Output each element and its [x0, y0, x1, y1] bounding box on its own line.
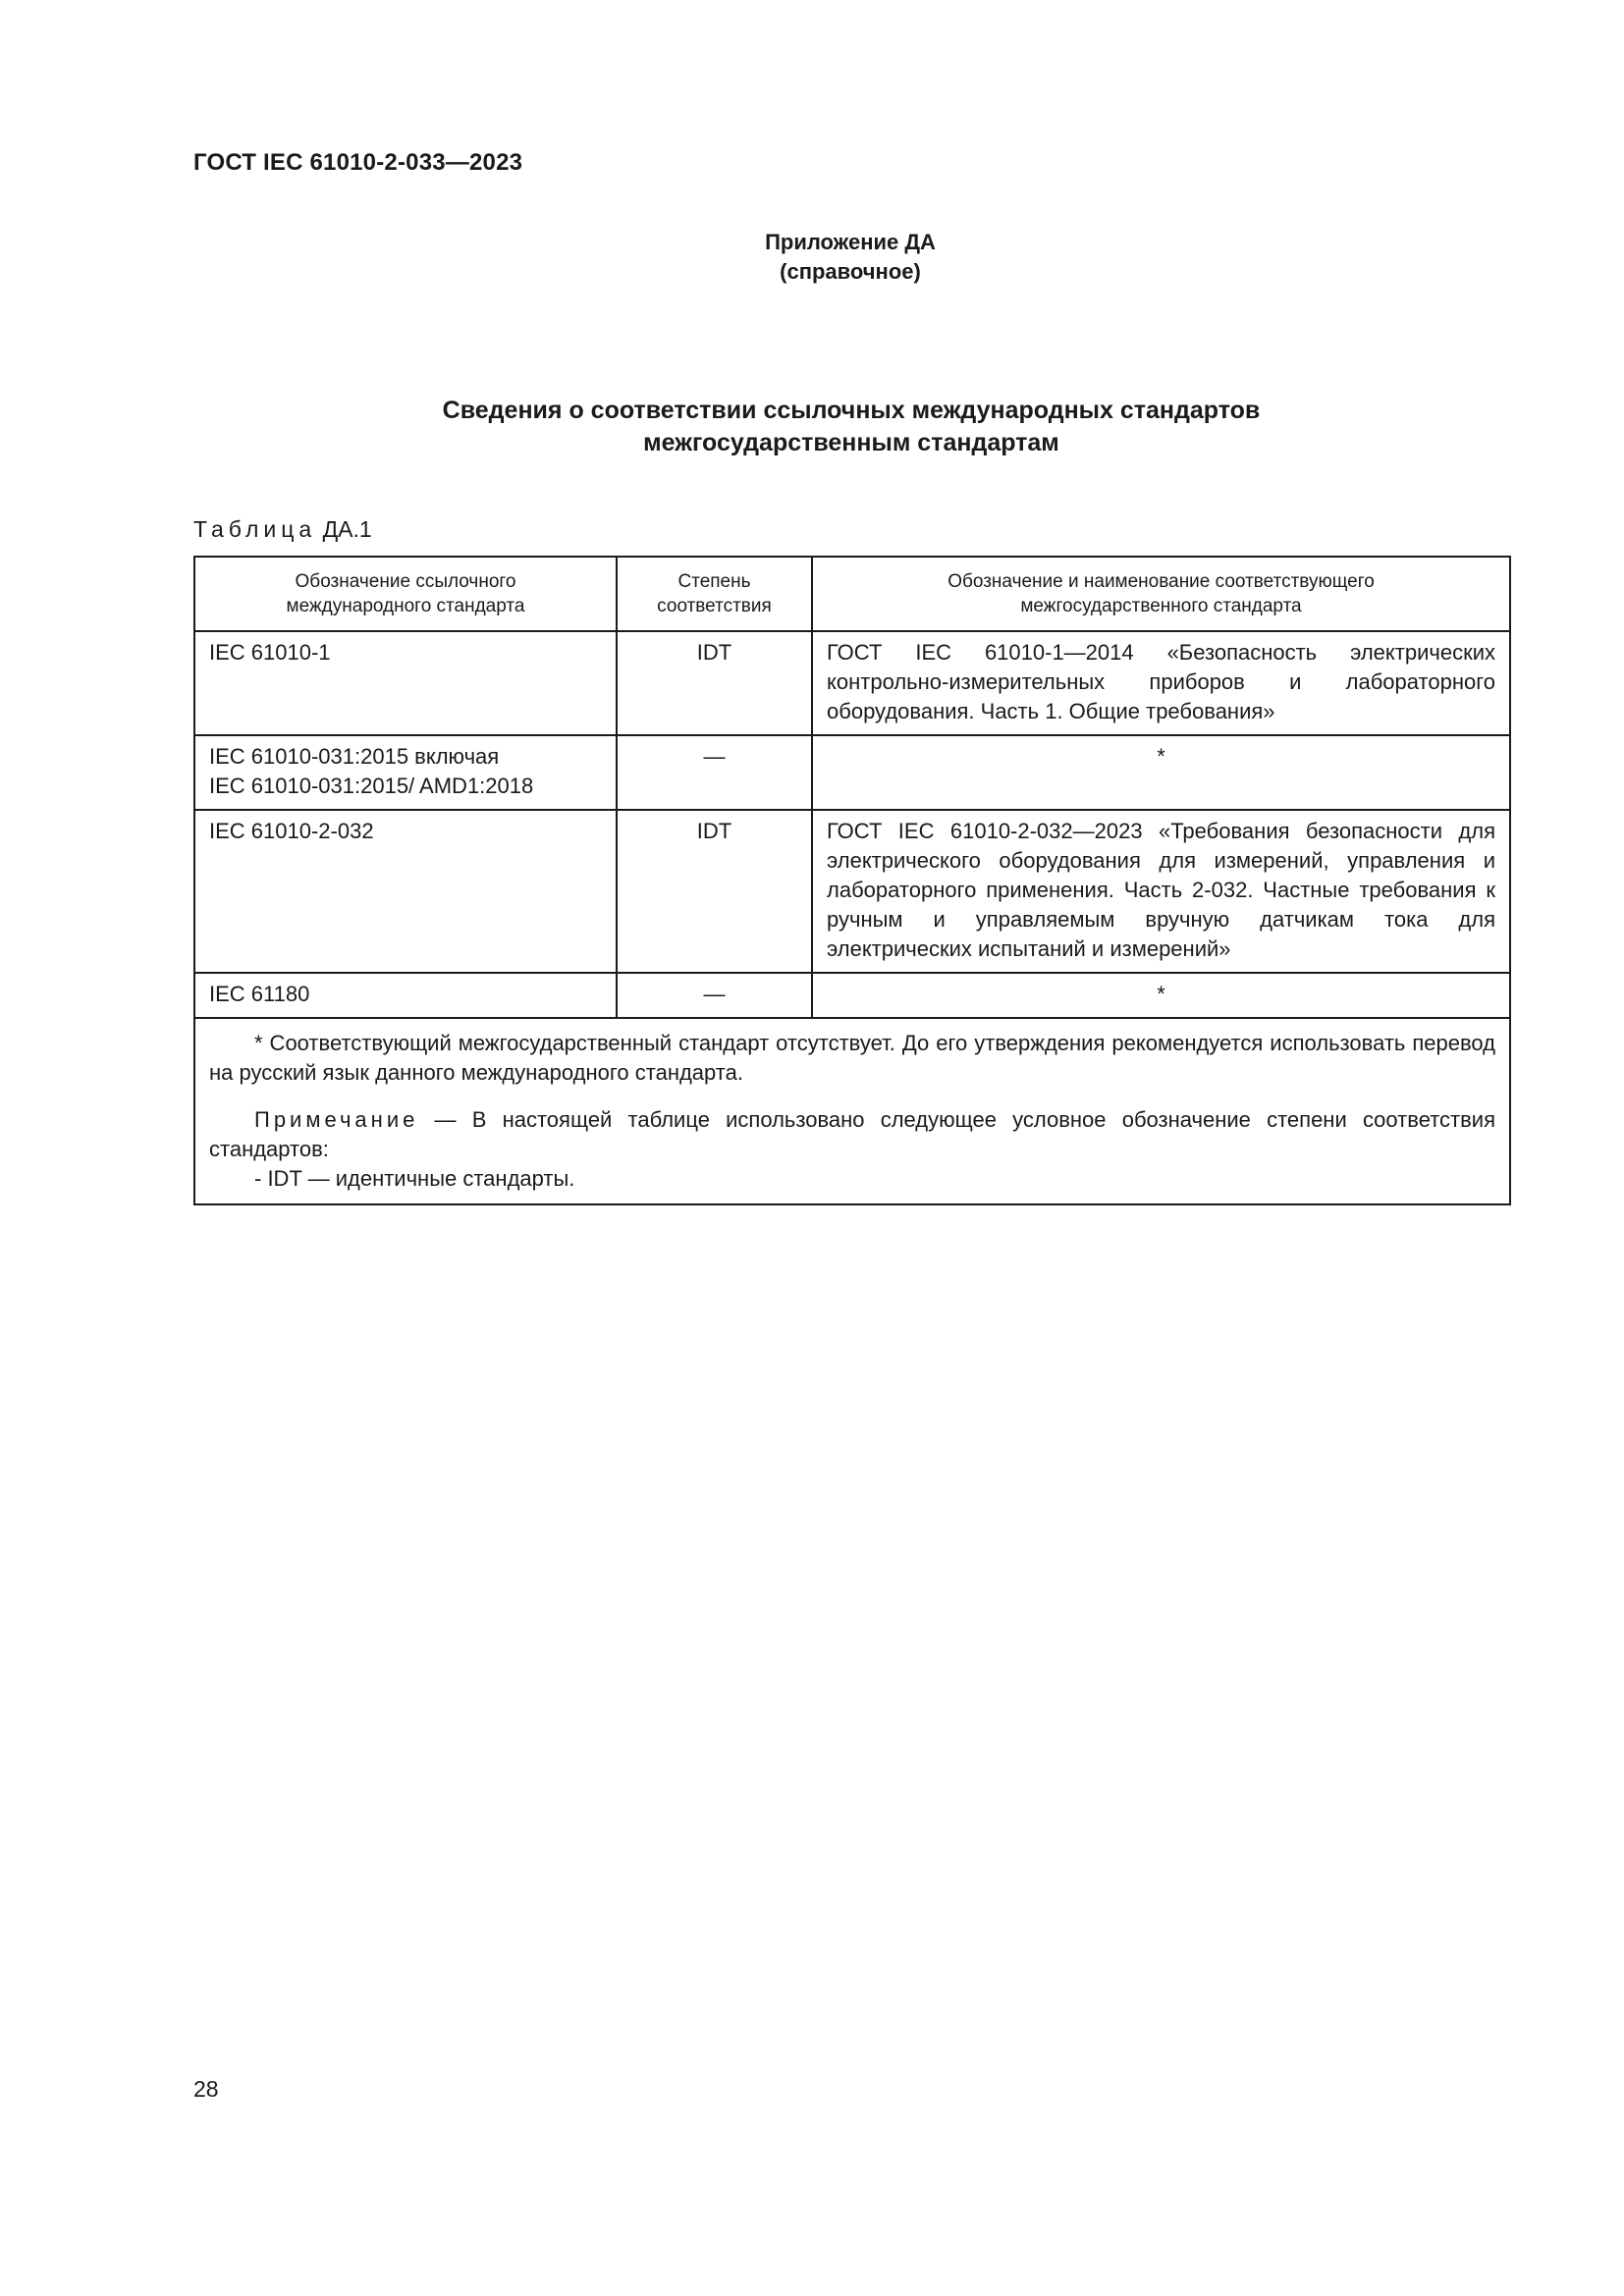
table-footnote: * Соответствующий межгосударственный стандарт отсутствует. До его утверждения рекомендуется использовать перевод на русский язык данного международного стандарта. — [209, 1031, 1495, 1085]
table-caption-label: Таблица — [193, 516, 317, 542]
cell-reference-standard: IEC 61180 — [194, 973, 617, 1018]
cell-reference-standard: IEC 61010-2-032 — [194, 810, 617, 973]
cell-degree: — — [617, 973, 812, 1018]
table-footer-row — [194, 1018, 1510, 1204]
table-row — [194, 973, 1510, 1018]
table-caption — [193, 516, 372, 543]
page-number: 28 — [193, 2076, 219, 2102]
table-footer-cell — [194, 1018, 1510, 1204]
cell-degree: IDT — [617, 631, 812, 735]
section-title-line-2: межгосударственным стандартам — [643, 429, 1059, 456]
section-title-line-1: Сведения о соответствии ссылочных международных стандартов — [442, 397, 1261, 424]
appendix-heading — [0, 228, 1624, 287]
table-header-row — [194, 557, 1510, 631]
cell-national-standard: * — [812, 735, 1510, 810]
column-header-national-standard: Обозначение и наименование соответствующего межгосударственного стандарта — [812, 557, 1510, 631]
table-row — [194, 735, 1510, 810]
cell-national-standard: ГОСТ IEC 61010-1—2014 «Безопасность электрических контрольно-измерительных приборов и лабораторного оборудования. Часть 1. Общие требования» — [812, 631, 1510, 735]
document-code: ГОСТ IEC 61010-2-033—2023 — [193, 149, 523, 176]
note-label: Примечание — [254, 1107, 419, 1132]
appendix-title: Приложение ДА — [765, 230, 936, 254]
cell-reference-standard: IEC 61010-1 — [194, 631, 617, 735]
cell-degree: — — [617, 735, 812, 810]
cell-national-standard: * — [812, 973, 1510, 1018]
note-text: — В настоящей таблице использовано следующее условное обозначение степени соответствия стандартов: — [209, 1107, 1495, 1161]
appendix-subtitle: (справочное) — [780, 259, 921, 284]
note-list-item: - IDT — идентичные стандарты. — [254, 1166, 575, 1191]
column-header-degree: Степень соответствия — [617, 557, 812, 631]
table-note — [209, 1105, 1495, 1164]
table-caption-number: ДА.1 — [322, 516, 372, 542]
cell-degree: IDT — [617, 810, 812, 973]
standards-table — [193, 556, 1511, 1205]
column-header-reference-standard: Обозначение ссылочного международного стандарта — [194, 557, 617, 631]
section-title — [0, 395, 1624, 459]
table-row — [194, 810, 1510, 973]
cell-national-standard: ГОСТ IEC 61010-2-032—2023 «Требования безопасности для электрического оборудования для измерений, управления и лабораторного применения. Часть 2-032. Частные требования к ручным и управляемым вручную датчикам тока для электрических испытаний и измерений» — [812, 810, 1510, 973]
table-row — [194, 631, 1510, 735]
cell-reference-standard: IEC 61010-031:2015 включая IEC 61010-031:2015/ AMD1:2018 — [194, 735, 617, 810]
